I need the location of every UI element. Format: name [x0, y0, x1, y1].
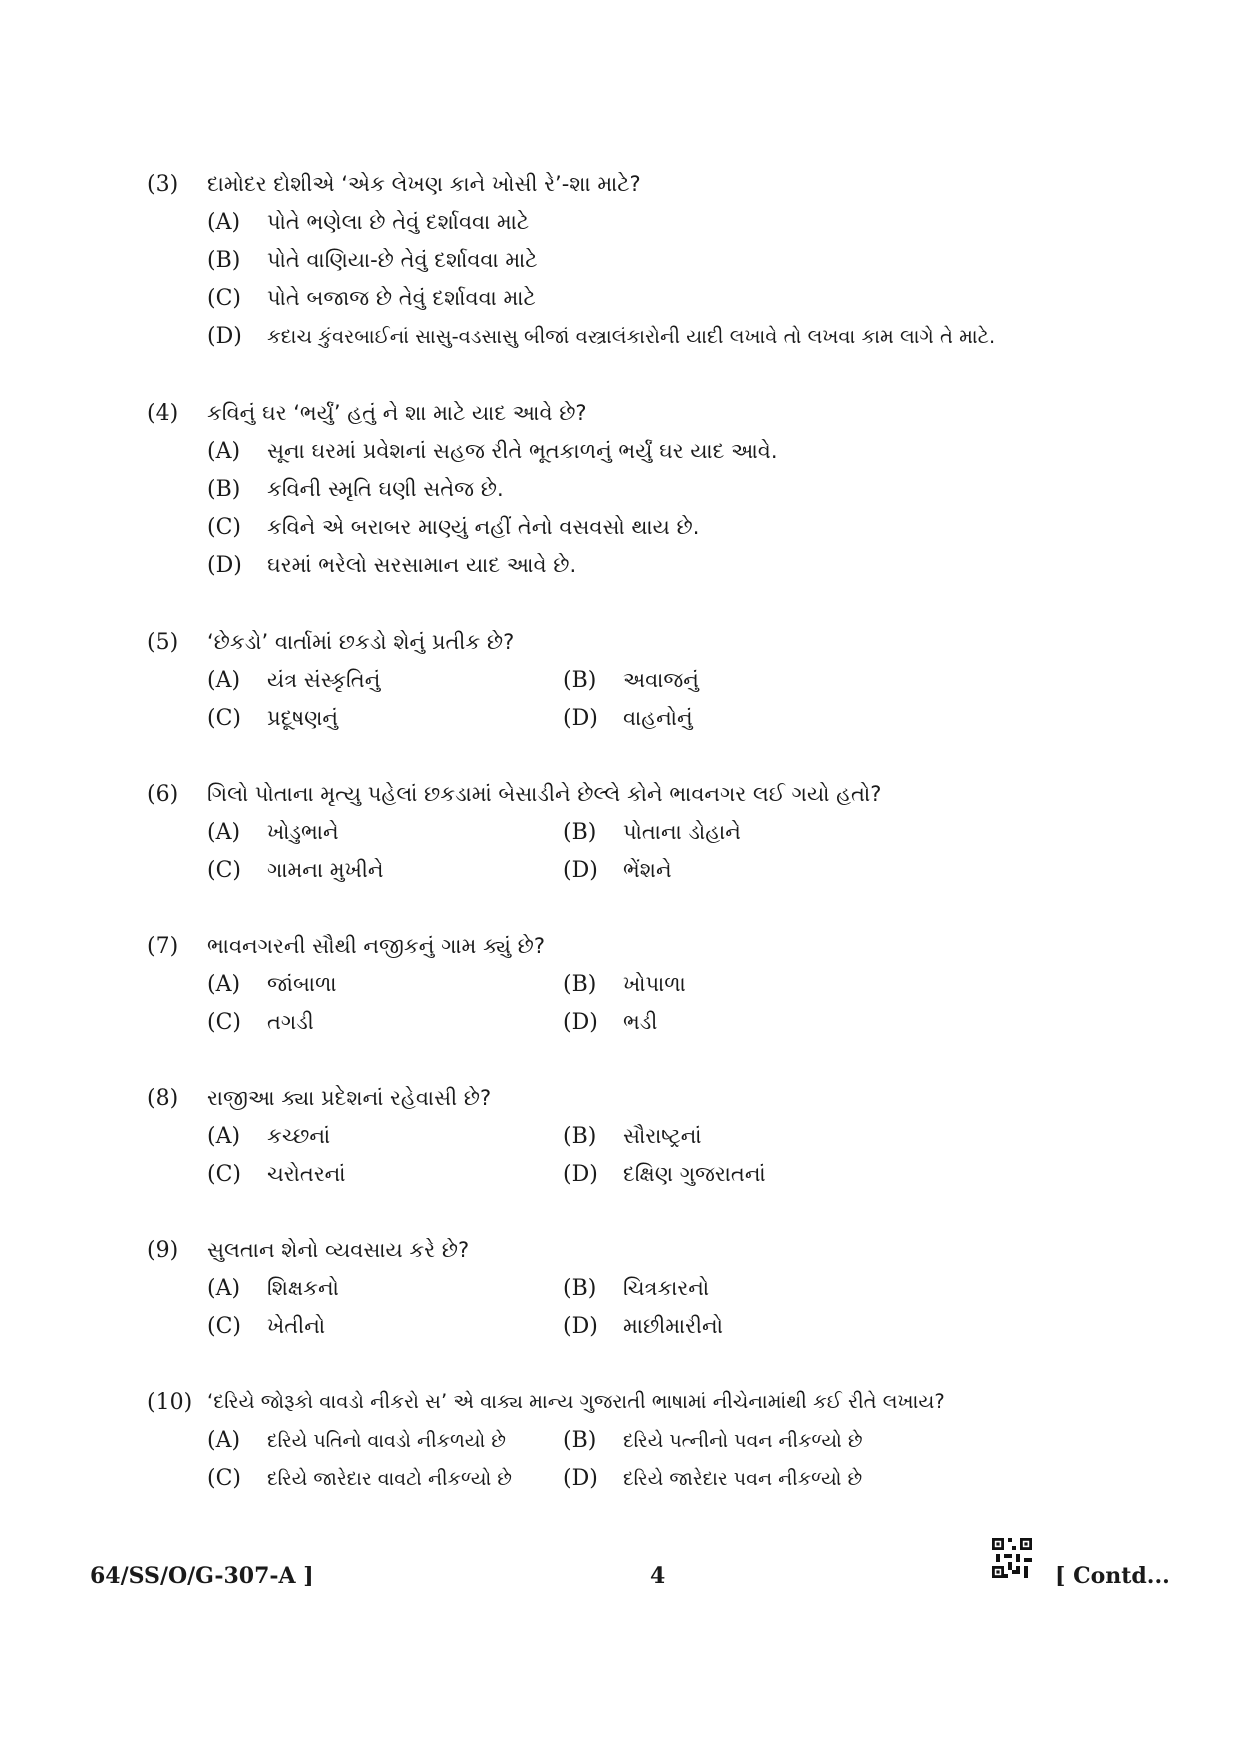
option-a: (A) કચ્છનાં: [207, 1124, 331, 1149]
question-number: (5): [147, 630, 179, 655]
option-b: (B) પોતાના ડોહાને: [563, 820, 741, 845]
option-a: (A) શિક્ષકનો: [207, 1276, 339, 1301]
option-c: (C) ખેતીનો: [207, 1314, 326, 1339]
question-number: (7): [147, 934, 179, 959]
option-d: (D) દરિયે જારેદાર પવન નીકળ્યો છે: [563, 1466, 863, 1491]
option-c: (C) પ્રદૂષણનું: [207, 706, 339, 731]
question-number: (4): [147, 401, 179, 426]
question-text: સુલતાન શેનો વ્યવસાય કરે છે?: [207, 1238, 470, 1262]
option-d: (D) કદાચ કુંવરબાઈનાં સાસુ-વડસાસુ બીજાં વસ્ત્રાલંકારોની યાદી લખાવે તો લખવા કામ લાગે તે માટે.: [207, 324, 996, 349]
option-d: (D) ઘરમાં ભરેલો સરસામાન યાદ આવે છે.: [207, 553, 577, 578]
option-b: (B) પોતે વાણિયા-છે તેવું દર્શાવવા માટે: [207, 248, 538, 273]
option-b: (B) દરિયે પત્નીનો પવન નીકળ્યો છે: [563, 1428, 863, 1453]
option-b: (B) સૌરાષ્ટ્રનાં: [563, 1124, 702, 1149]
option-b: (B) ખોપાળા: [563, 972, 686, 997]
option-c: (C) દરિયે જારેદાર વાવટો નીકળ્યો છે: [207, 1466, 512, 1491]
question-number: (6): [147, 782, 179, 807]
option-b: (B) ચિત્રકારનો: [563, 1276, 710, 1301]
option-d: (D) માછીમારીનો: [563, 1314, 723, 1339]
page-number: 4: [650, 1563, 666, 1589]
question-text: રાજીઆ ક્યા પ્રદેશનાં રહેવાસી છે?: [207, 1086, 492, 1110]
question-text: ભાવનગરની સૌથી નજીકનું ગામ ક્યું છે?: [207, 934, 546, 958]
question-number: (9): [147, 1238, 179, 1263]
question-text: ‘છેકડો’ વાર્તામાં છકડો શેનું પ્રતીક છે?: [207, 630, 515, 654]
question-text: કવિનું ઘર ‘ભર્યું’ હતું ને શા માટે યાદ આવે છે?: [207, 401, 587, 425]
option-b: (B) કવિની સ્મૃતિ ઘણી સતેજ છે.: [207, 477, 504, 502]
option-c: (C) કવિને એ બરાબર માણ્યું નહીં તેનો વસવસો થાય છે.: [207, 515, 700, 540]
paper-code: 64/SS/O/G-307-A ]: [90, 1563, 314, 1589]
option-d: (D) ભડી: [563, 1010, 658, 1035]
question-text: ગિલો પોતાના મૃત્યુ પહેલાં છકડામાં બેસાડીને છેલ્લે કોને ભાવનગર લઈ ગયો હતો?: [207, 782, 882, 806]
option-c: (C) તગડી: [207, 1010, 314, 1035]
option-a: (A) પોતે ભણેલા છે તેવું દર્શાવવા માટે: [207, 210, 530, 235]
continued-label: [ Contd...: [1055, 1563, 1170, 1589]
option-a: (A) યંત્ર સંસ્કૃતિનું: [207, 668, 381, 693]
option-d: (D) દક્ષિણ ગુજરાતનાં: [563, 1162, 766, 1187]
option-c: (C) ચરોતરનાં: [207, 1162, 346, 1187]
question-number: (8): [147, 1086, 179, 1111]
qr-code-icon: [992, 1538, 1032, 1578]
option-c: (C) પોતે બજાજ છે તેવું દર્શાવવા માટે: [207, 286, 536, 311]
option-c: (C) ગામના મુખીને: [207, 858, 384, 883]
option-d: (D) વાહનોનું: [563, 706, 693, 731]
question-text: દામોદર દોશીએ ‘એક લેખણ કાને ખોસી રે’-શા માટે?: [207, 172, 641, 196]
question-number: (10): [147, 1390, 193, 1415]
option-b: (B) અવાજનું: [563, 668, 699, 693]
question-number: (3): [147, 172, 179, 197]
option-d: (D) ભેંશને: [563, 858, 672, 883]
option-a: (A) જાંબાળા: [207, 972, 337, 997]
question-text: ‘દરિયે જોરૂકો વાવડો નીકરો સ’ એ વાક્ય માન્ય ગુજરાતી ભાષામાં નીચેનામાંથી કઈ રીતે લખાય?: [207, 1390, 945, 1413]
option-a: (A) ખોડુભાને: [207, 820, 339, 845]
option-a: (A) સૂના ઘરમાં પ્રવેશનાં સહજ રીતે ભૂતકાળનું ભર્યું ઘર યાદ આવે.: [207, 439, 778, 464]
option-a: (A) દરિયે પતિનો વાવડો નીકળયો છે: [207, 1428, 506, 1453]
